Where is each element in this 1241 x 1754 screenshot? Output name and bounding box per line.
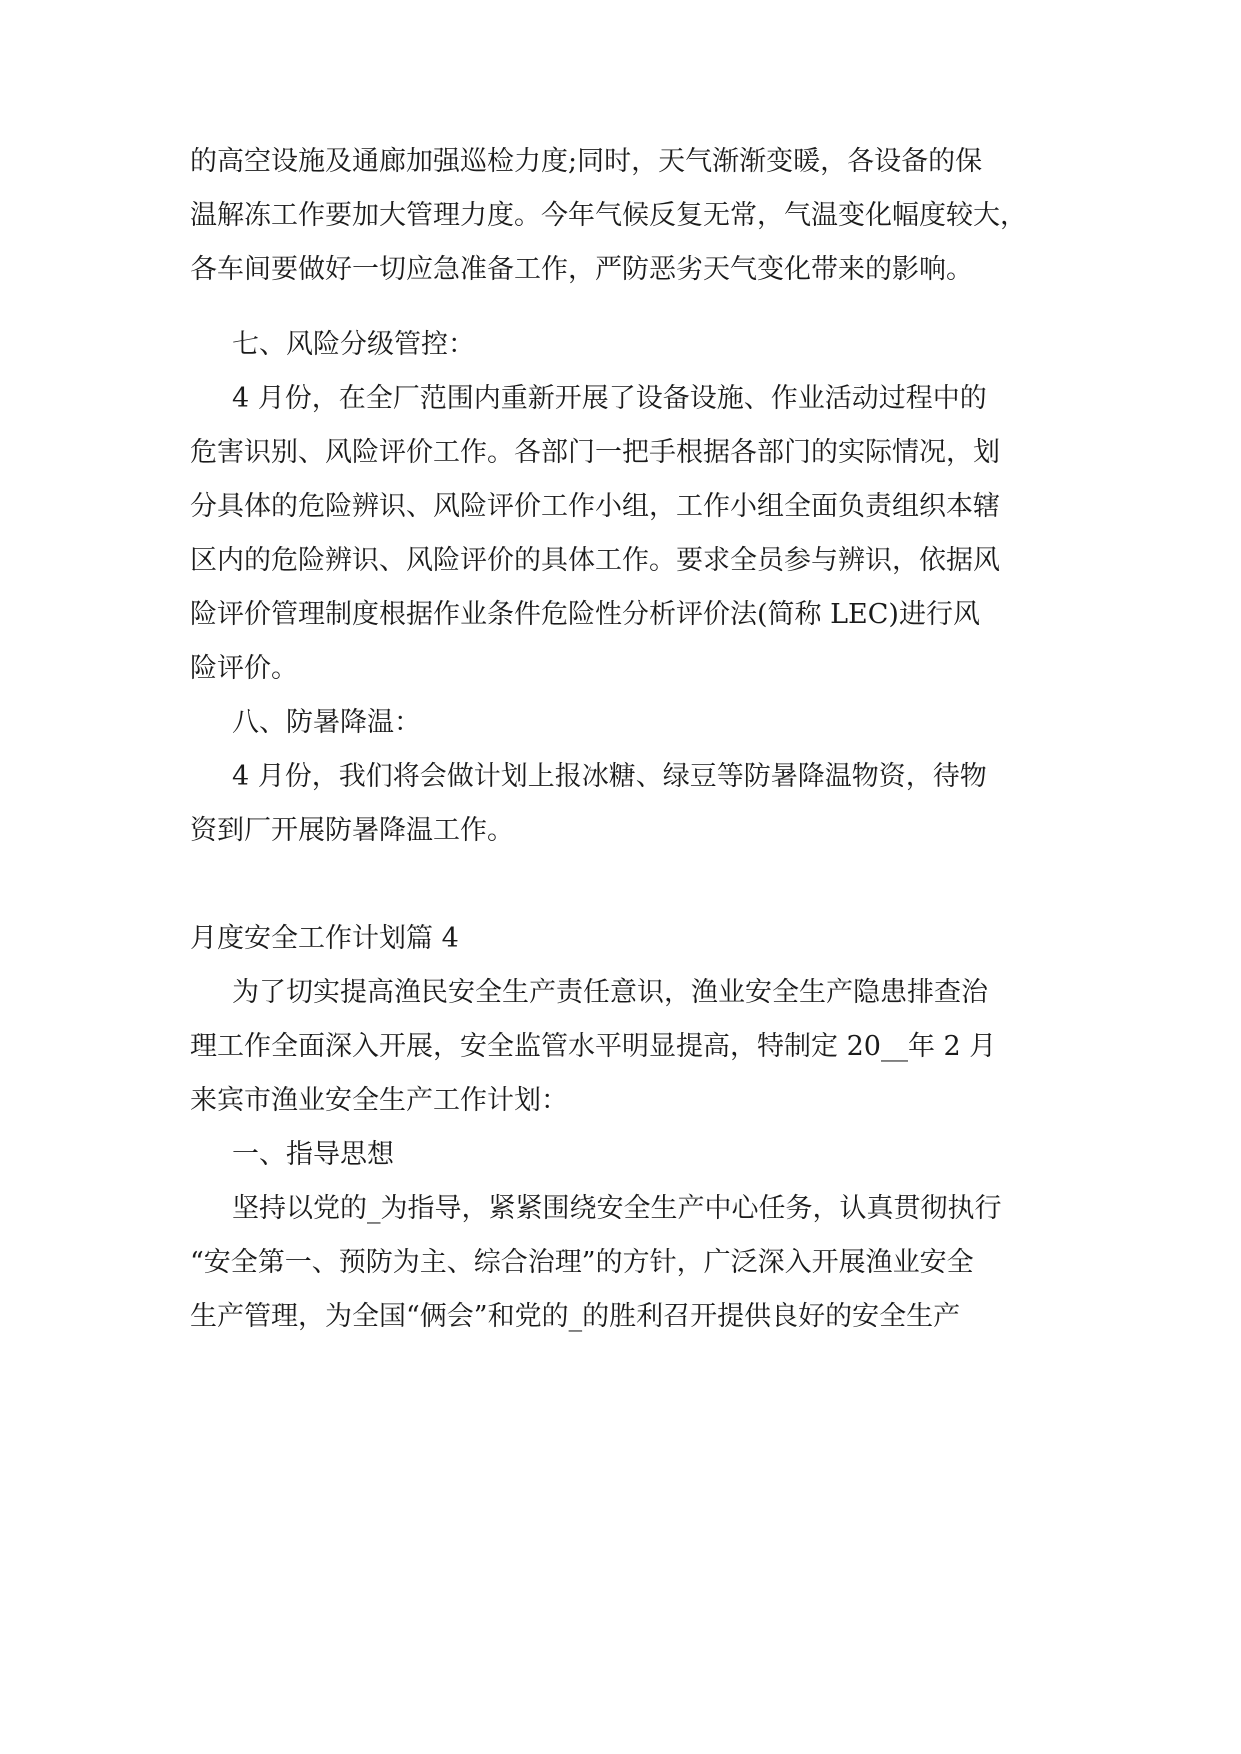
text-line: 险评价。 [190,653,298,684]
text-line: 资到厂开展防暑降温工作。 [190,815,514,846]
text-line: 危害识别、风险评价工作。各部门一把手根据各部门的实际情况，划 [190,437,1000,468]
section7-tail-paragraph [190,141,1060,291]
text-line: 来宾市渔业安全生产工作计划： [190,1085,568,1116]
text-line: 4 月份，我们将会做计划上报冰糖、绿豆等防暑降温物资，待物 [232,761,987,792]
article-title-text: 月度安全工作计划篇 4 [190,923,459,954]
text-line: 各车间要做好一切应急准备工作，严防恶劣天气变化带来的影响。 [190,254,973,285]
text-line: 生产管理，为全国“俩会”和党的_的胜利召开提供良好的安全生产 [190,1301,961,1332]
text-line: 区内的危险辨识、风险评价的具体工作。要求全员参与辨识，依据风 [190,545,1000,576]
text-line: 为了切实提高渔民安全生产责任意识，渔业安全生产隐患排查治 [232,977,988,1008]
article-title [190,918,1060,960]
text-line: “安全第一、预防为主、综合治理”的方针，广泛深入开展渔业安全 [190,1247,974,1278]
heading-risk-control [190,324,1060,366]
section-heading: 一、指导思想 [232,1139,394,1170]
text-line: 分具体的危险辨识、风险评价工作小组，工作小组全面负责组织本辖 [190,491,1000,522]
text-line: 险评价管理制度根据作业条件危险性分析评价法(简称 LEC)进行风 [190,599,980,630]
text-line: 理工作全面深入开展，安全监管水平明显提高，特制定 20__年 2 月 [190,1031,997,1062]
intro-paragraph [190,972,1060,1122]
heading-heatstroke [190,702,1060,744]
section-heading: 八、防暑降温： [232,707,421,738]
risk-control-paragraph [190,378,1060,690]
text-line: 4 月份，在全厂范围内重新开展了设备设施、作业活动过程中的 [232,383,987,414]
text-line: 温解冻工作要加大管理力度。今年气候反复无常，气温变化幅度较大， [190,200,1027,231]
heading-guiding-thought [190,1134,1060,1176]
guiding-thought-paragraph [190,1188,1060,1338]
text-line: 坚持以党的_为指导，紧紧围绕安全生产中心任务，认真贯彻执行 [232,1193,1002,1224]
section-heading: 七、风险分级管控： [232,329,475,360]
heatstroke-paragraph [190,756,1060,852]
text-line: 的高空设施及通廊加强巡检力度;同时，天气渐渐变暖，各设备的保 [190,146,983,177]
